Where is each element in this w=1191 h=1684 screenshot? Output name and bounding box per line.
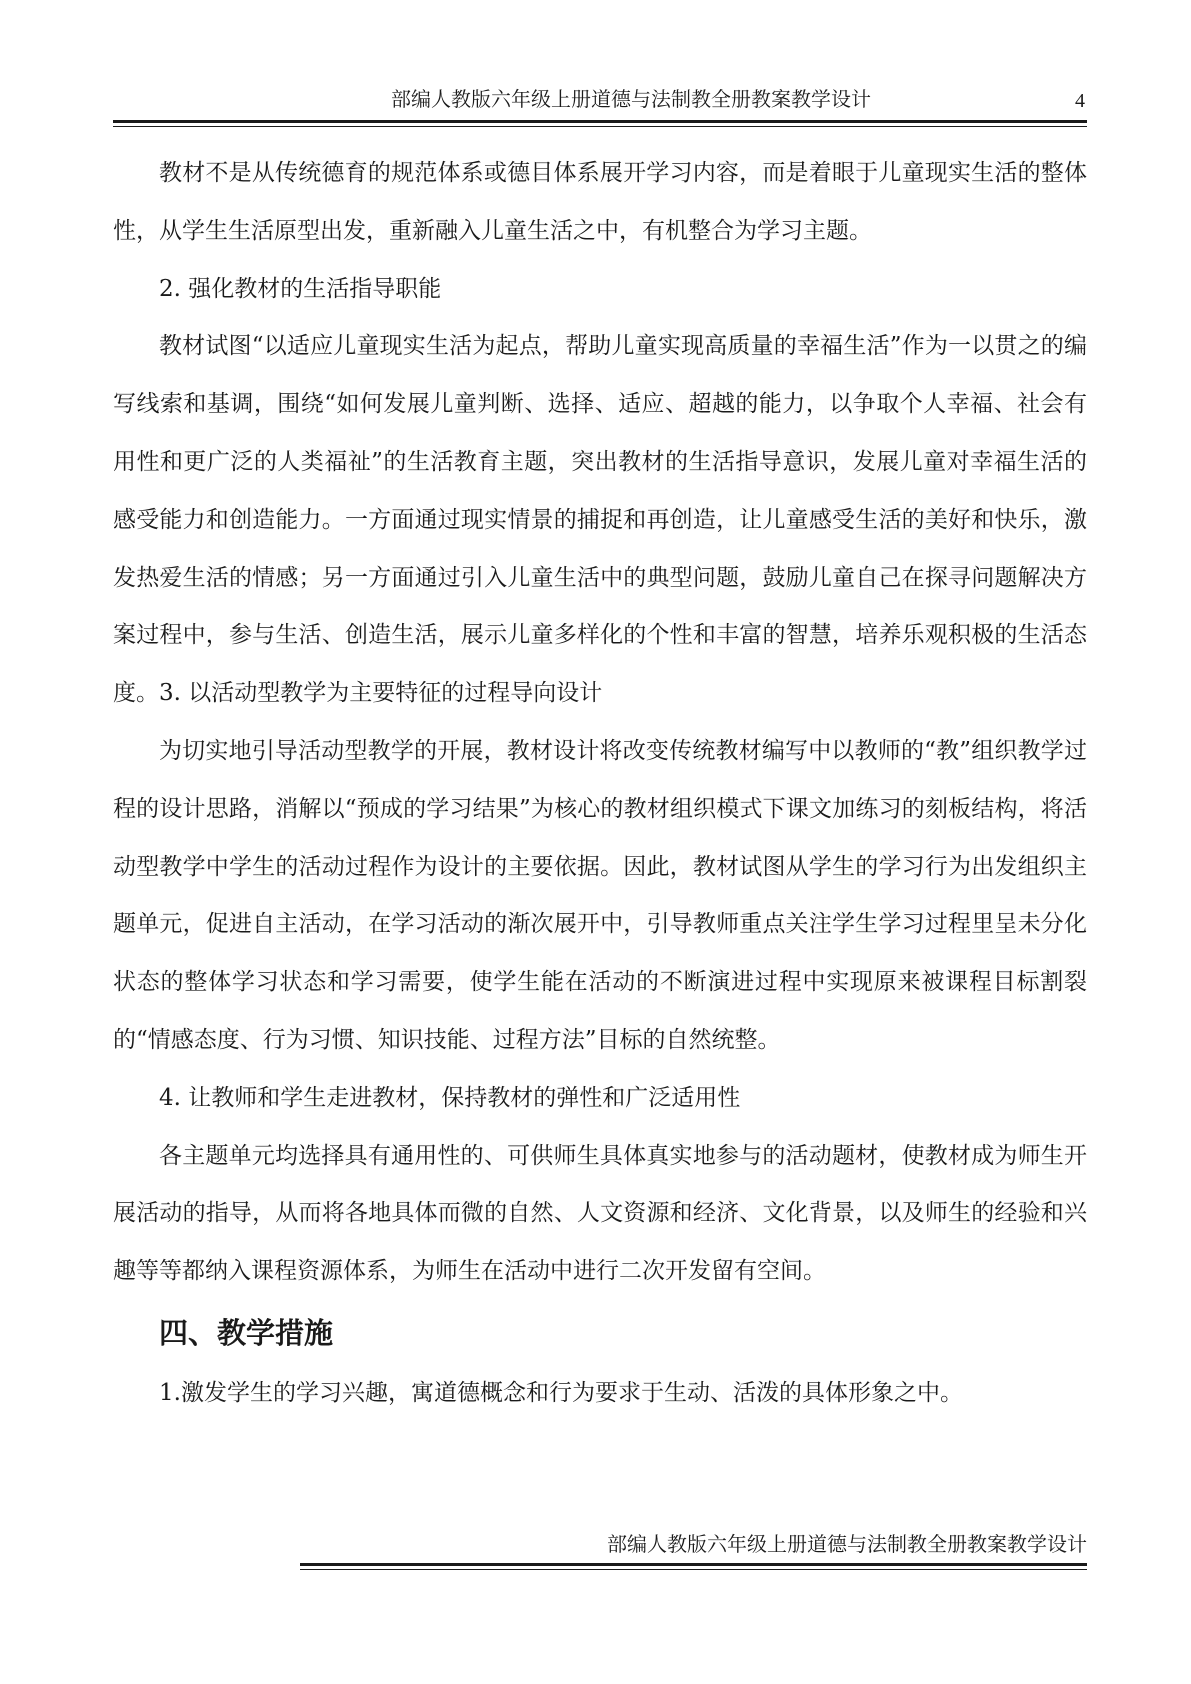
header-title: 部编人教版六年级上册道德与法制教全册教案教学设计 bbox=[391, 87, 871, 111]
subheading-4: 4. 让教师和学生走进教材，保持教材的弹性和广泛适用性 bbox=[159, 1084, 741, 1111]
paragraph-measure-1: 1.激发学生的学习兴趣，寓道德概念和行为要求于生动、活泼的具体形象之中。 bbox=[159, 1379, 963, 1406]
header-rule-thin bbox=[113, 126, 1087, 127]
footer-rule-thick bbox=[300, 1563, 1087, 1566]
page-header bbox=[113, 86, 1087, 116]
paragraph-intro: 教材不是从传统德育的规范体系或德目体系展开学习内容，而是着眼于儿童现实生活的整体性，从学生生活原型出发，重新融入儿童生活之中，有机整合为学习主题。 bbox=[113, 160, 1087, 244]
header-rule-thick bbox=[113, 120, 1087, 123]
paragraph-life-guidance: 教材试图“以适应儿童现实生活为起点，帮助儿童实现高质量的幸福生活”作为一以贯之的编写线索和基调，围绕“如何发展儿童判断、选择、适应、超越的能力，以争取个人幸福、社会有用性和更广泛的人类福祉”的生活教育主题，突出教材的生活指导意识，发展儿童对幸福生活的感受能力和创造能力。一方面通过现实情景的捕捉和再创造，让儿童感受生活的美好和快乐，激发热爱生活的情感；另一方面通过引入儿童生活中的典型问题，鼓励儿童自己在探寻问题解决方案过程中，参与生活、创造生活，展示儿童多样化的个性和丰富的智慧，培养乐观积极的生活态度。3. 以活动型教学为主要特征的过程导向设计 bbox=[113, 333, 1087, 707]
body-content bbox=[113, 145, 1087, 1423]
footer-title: 部编人教版六年级上册道德与法制教全册教案教学设计 bbox=[607, 1532, 1087, 1556]
section-heading: 四、教学措施 bbox=[159, 1315, 334, 1350]
paragraph-activity-teaching: 为切实地引导活动型教学的开展，教材设计将改变传统教材编写中以教师的“教”组织教学过程的设计思路，消解以“预成的学习结果”为核心的教材组织模式下课文加练习的刻板结构，将活动型教学中学生的活动过程作为设计的主要依据。因此，教材试图从学生的学习行为出发组织主题单元，促进自主活动，在学习活动的渐次展开中，引导教师重点关注学生学习过程里呈未分化状态的整体学习状态和学习需要，使学生能在活动的不断演进过程中实现原来被课程目标割裂的“情感态度、行为习惯、知识技能、过程方法”目标的自然统整。 bbox=[113, 737, 1087, 1053]
footer-rule-thin bbox=[300, 1569, 1087, 1570]
subheading-2: 2. 强化教材的生活指导职能 bbox=[159, 275, 442, 302]
page-number: 4 bbox=[1075, 90, 1085, 112]
page-footer bbox=[300, 1531, 1087, 1571]
paragraph-resources: 各主题单元均选择具有通用性的、可供师生具体真实地参与的活动题材，使教材成为师生开展活动的指导，从而将各地具体而微的自然、人文资源和经济、文化背景，以及师生的经验和兴趣等等都纳入课程资源体系，为师生在活动中进行二次开发留有空间。 bbox=[113, 1142, 1087, 1285]
